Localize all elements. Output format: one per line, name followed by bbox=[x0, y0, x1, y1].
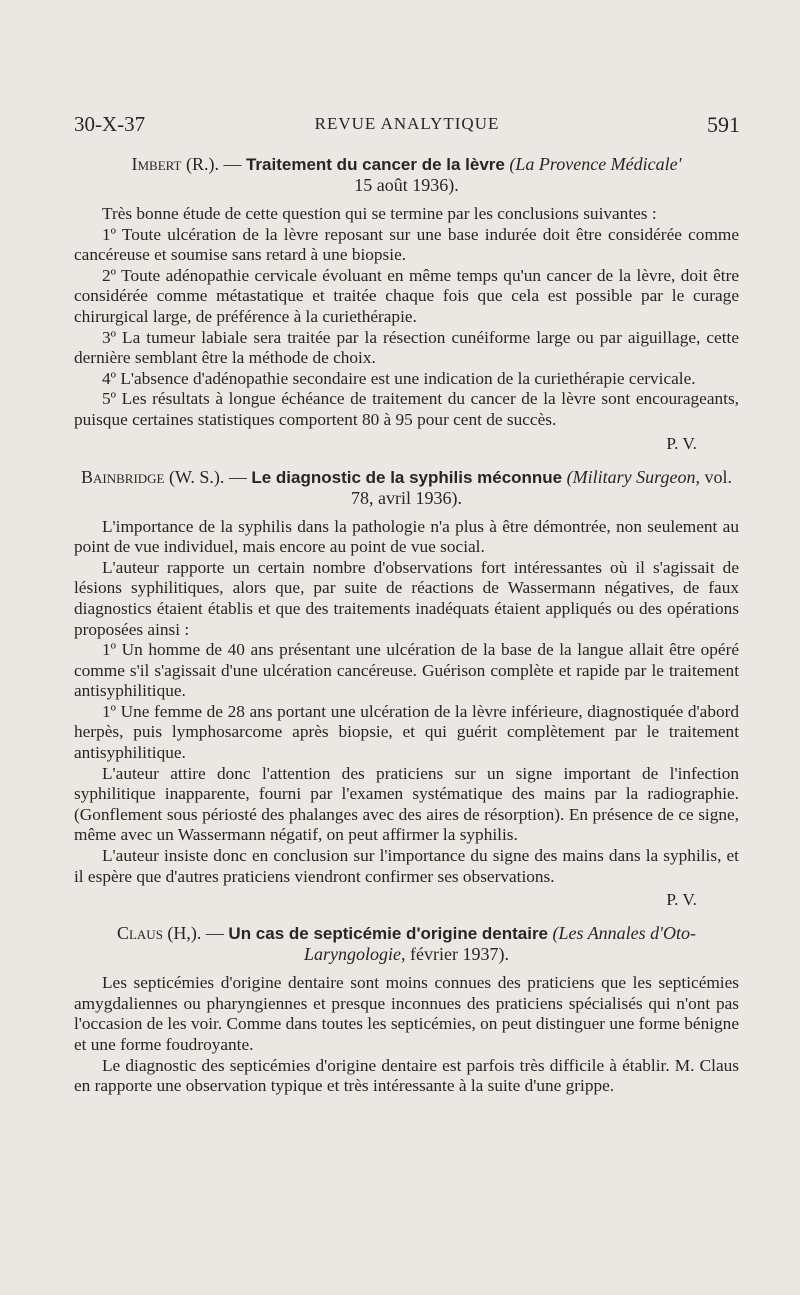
article-author: Claus (H,). bbox=[116, 923, 202, 944]
article-author: Bainbridge (W. S.). bbox=[81, 466, 225, 487]
paragraph: 1º Une femme de 28 ans portant une ulcération de la lèvre inférieure, diagnostiquée d'abord herpès, puis lymphosarcome après biopsie, et qui guérit complètement par le traitement antisyphilitique. bbox=[74, 701, 739, 763]
article-imbert bbox=[74, 154, 739, 455]
article-bainbridge bbox=[74, 467, 739, 912]
paragraph: 1º Un homme de 40 ans présentant une ulcération de la base de la langue allait être opéré comme s'il s'agissait d'une ulcération cancéreuse. Guérison complète et rapide par le traitement antisyphilitique. bbox=[74, 640, 739, 701]
article-claus bbox=[74, 923, 739, 1097]
header-date: 30-X-37 bbox=[74, 112, 146, 136]
paragraph: 1º Toute ulcération de la lèvre reposant sur une base indurée doit être considérée comme cancéreuse et soumise sans retard à une biopsie. bbox=[74, 224, 739, 265]
paragraph: 3º La tumeur labiale sera traitée par la résection cunéiforme large ou par aiguillage, cette dernière semblant être la méthode de choix. bbox=[74, 327, 739, 368]
header-title: REVUE ANALYTIQUE bbox=[314, 114, 500, 133]
article-journal: (Les Annales d'Oto-Laryngologie, bbox=[304, 923, 697, 965]
paragraph: L'importance de la syphilis dans la pathologie n'a plus à être démontrée, non seulement au point de vue individuel, mais encore au point de vue social. bbox=[74, 516, 739, 557]
page-number: 591 bbox=[707, 112, 740, 137]
running-header bbox=[74, 112, 740, 142]
paragraph: Les septicémies d'origine dentaire sont moins connues des praticiens que les septicémies amygdaliennes ou pharyngiennes et presque inconnues des praticiens spécialisés qui n'ont pas l'occasion de les voir. Comme dans toutes les septicémies, on peut distinguer une forme bénigne et une forme foudroyante. bbox=[74, 973, 739, 1054]
article-journal: (La Provence Médicale' bbox=[509, 154, 682, 174]
heading-dash: — bbox=[228, 466, 247, 487]
article-author: Imbert (R.). bbox=[131, 154, 219, 174]
paragraph: Très bonne étude de cette question qui se termine par les conclusions suivantes : bbox=[102, 204, 657, 223]
signature: P. V. bbox=[666, 433, 697, 453]
page-body bbox=[74, 154, 739, 1097]
paragraph: 4º L'absence d'adénopathie secondaire est une indication de la curiethérapie cervicale. bbox=[102, 368, 696, 388]
article-details: vol. 78, avril 1936). bbox=[351, 466, 732, 508]
article-journal: (Military Surgeon, bbox=[566, 466, 700, 487]
article-heading bbox=[74, 467, 739, 509]
article-title: Le diagnostic de la syphilis méconnue bbox=[251, 467, 563, 487]
article-heading bbox=[74, 154, 739, 196]
heading-dash: — bbox=[223, 154, 242, 174]
article-heading bbox=[74, 923, 739, 965]
paragraph: L'auteur insiste donc en conclusion sur l'importance du signe des mains dans la syphilis, et il espère que d'autres praticiens viendront confirmer ses observations. bbox=[74, 846, 739, 886]
heading-dash: — bbox=[205, 923, 224, 944]
article-title: Traitement du cancer de la lèvre bbox=[245, 155, 505, 174]
paragraph: 2º Toute adénopathie cervicale évoluant en même temps qu'un cancer de la lèvre, doit être considérée comme métastatique et traitée chaque fois que cela est possible par le curage chirurgical large, de préférence à la curiethérapie. bbox=[74, 265, 739, 326]
paragraph: L'auteur rapporte un certain nombre d'observations fort intéressantes où il s'agissait de lésions syphilitiques, alors que, par suite de réactions de Wassermann négatives, de faux diagnostics étaient établis et que des traitements inadéquats étaient appliqués ou des opérations proposées ainsi : bbox=[74, 557, 739, 639]
article-details: 15 août 1936). bbox=[354, 175, 459, 195]
signature: P. V. bbox=[666, 890, 697, 910]
paragraph: L'auteur attire donc l'attention des praticiens sur un signe important de l'infection syphilitique inapparente, fourni par l'examen systématique des mains par la radiographie. (Gonflement sous périosté des phalanges avec des aires de résorption). En présence de ce signe, même avec un Wassermann négatif, on peut affirmer la syphilis. bbox=[74, 763, 739, 845]
article-details: février 1937). bbox=[410, 944, 509, 965]
paragraph: 5º Les résultats à longue échéance de traitement du cancer de la lèvre sont encourageants, puisque certaines statistiques comportent 80 à 95 pour cent de succès. bbox=[74, 389, 739, 429]
article-title: Un cas de septicémie d'origine dentaire bbox=[228, 924, 549, 944]
paragraph: Le diagnostic des septicémies d'origine dentaire est parfois très difficile à établir. M. Claus en rapporte une observation typique et très intéressante à la suite d'une grippe. bbox=[74, 1055, 739, 1096]
